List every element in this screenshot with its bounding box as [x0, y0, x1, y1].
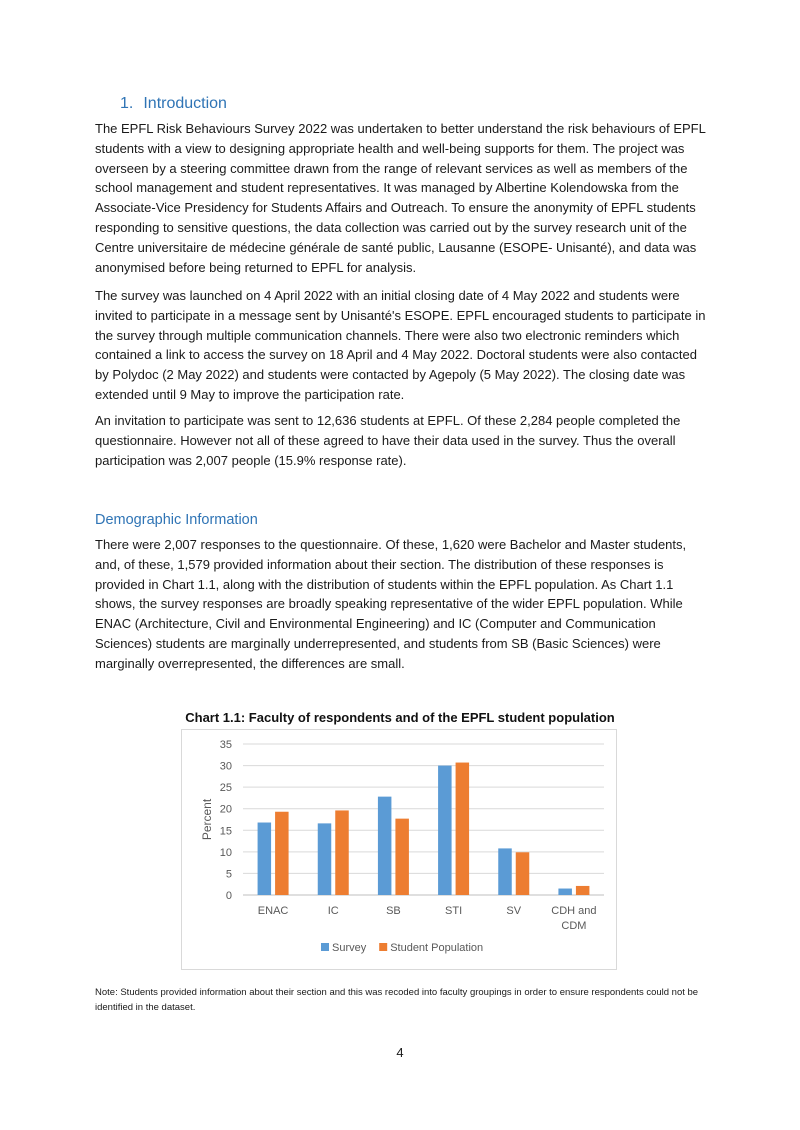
bar-chart: [182, 730, 618, 971]
y-tick-label: 0: [225, 890, 232, 902]
x-tick-label: SV: [506, 905, 522, 917]
section-heading: [120, 95, 227, 113]
chart-container: [181, 729, 617, 970]
chart-note: Note: Students provided information about their section and this was recoded into faculty groupings in order to ensure respondents could not be identified in the dataset.: [95, 987, 699, 1013]
y-axis-label: Percent: [200, 798, 214, 841]
section-title: Introduction: [143, 95, 227, 112]
legend-label: Student Population: [390, 942, 484, 954]
bar-survey: [498, 848, 512, 895]
bar-student-population: [275, 812, 289, 895]
intro-paragraph-1: The EPFL Risk Behaviours Survey 2022 was undertaken to better understand the risk behaviours of EPFL students with a view to designing appropriate health and well-being supports for them. The project was overseen by a steering committee drawn from the range of relevant services as well as members of the school management and student representatives. It was managed by Albertine Kolendowska from the Associate-Vice Presidency for Students Affairs and Outreach. To ensure the anonymity of EPFL students responding to sensitive questions, the data collection was carried out by the survey research unit of the Centre universitaire de médecine générale de santé public, Lausanne (ESOPE- Unisanté), and data was anonymised before being returned to EPFL for analysis.: [95, 121, 706, 275]
bar-student-population: [516, 852, 530, 895]
bar-survey: [318, 823, 332, 895]
section-number: 1.: [120, 95, 134, 112]
chart-title: Chart 1.1: Faculty of respondents and of the EPFL student population: [185, 710, 615, 725]
bar-student-population: [395, 819, 409, 895]
y-tick-label: 20: [219, 803, 232, 816]
bar-survey: [438, 766, 452, 895]
x-tick-label: STI: [445, 905, 463, 917]
x-tick-label: SB: [386, 905, 401, 917]
bar-student-population: [456, 763, 470, 895]
x-tick-label: ENAC: [257, 905, 289, 917]
bar-survey: [378, 797, 392, 895]
y-tick-label: 30: [219, 760, 232, 773]
legend-swatch: [379, 943, 387, 951]
intro-paragraph-3: An invitation to participate was sent to 12,636 students at EPFL. Of these 2,284 people completed the questionnaire. However not all of these agreed to have their data used in the survey. Thus the overall participation was 2,007 people (15.9% response rate).: [95, 413, 681, 468]
y-tick-label: 25: [219, 782, 232, 795]
bar-survey: [558, 889, 572, 895]
y-tick-label: 10: [219, 846, 232, 859]
page-number: 4: [396, 1045, 404, 1060]
y-tick-label: 5: [225, 868, 232, 881]
legend-swatch: [321, 943, 329, 951]
bar-student-population: [335, 810, 349, 895]
demographics-heading: Demographic Information: [95, 512, 258, 528]
y-tick-label: 15: [219, 825, 232, 838]
demographics-paragraph: There were 2,007 responses to the questionnaire. Of these, 1,620 were Bachelor and Master students, and, of these, 1,579 provided information about their section. The distribution of these responses is provided in Chart 1.1, along with the distribution of students within the EPFL population. As Chart 1.1 shows, the survey responses are broadly speaking representative of the wider EPFL population. While ENAC (Architecture, Civil and Environmental Engineering) and IC (Computer and Communication Sciences) students are marginally underrepresented, and students from SB (Basic Sciences) were marginally overrepresented, the differences are small.: [95, 537, 687, 671]
y-tick-label: 35: [219, 739, 232, 751]
x-tick-label: CDH and CDM: [551, 905, 597, 932]
intro-paragraph-2: The survey was launched on 4 April 2022 with an initial closing date of 4 May 2022 and students were invited to participate in a message sent by Unisanté's ESOPE. EPFL encouraged students to participate in the survey through multiple communication channels. There were also two electronic reminders which contained a link to access the survey on 18 April and 4 May 2022. Doctoral students were also contacted by Polydoc (2 May 2022) and students were contacted by Agepoly (5 May 2022). The closing date was extended until 9 May to improve the participation rate.: [95, 288, 706, 402]
bar-survey: [258, 823, 272, 895]
legend-label: Survey: [332, 942, 367, 954]
bar-student-population: [576, 886, 590, 895]
x-tick-label: IC: [327, 905, 339, 917]
